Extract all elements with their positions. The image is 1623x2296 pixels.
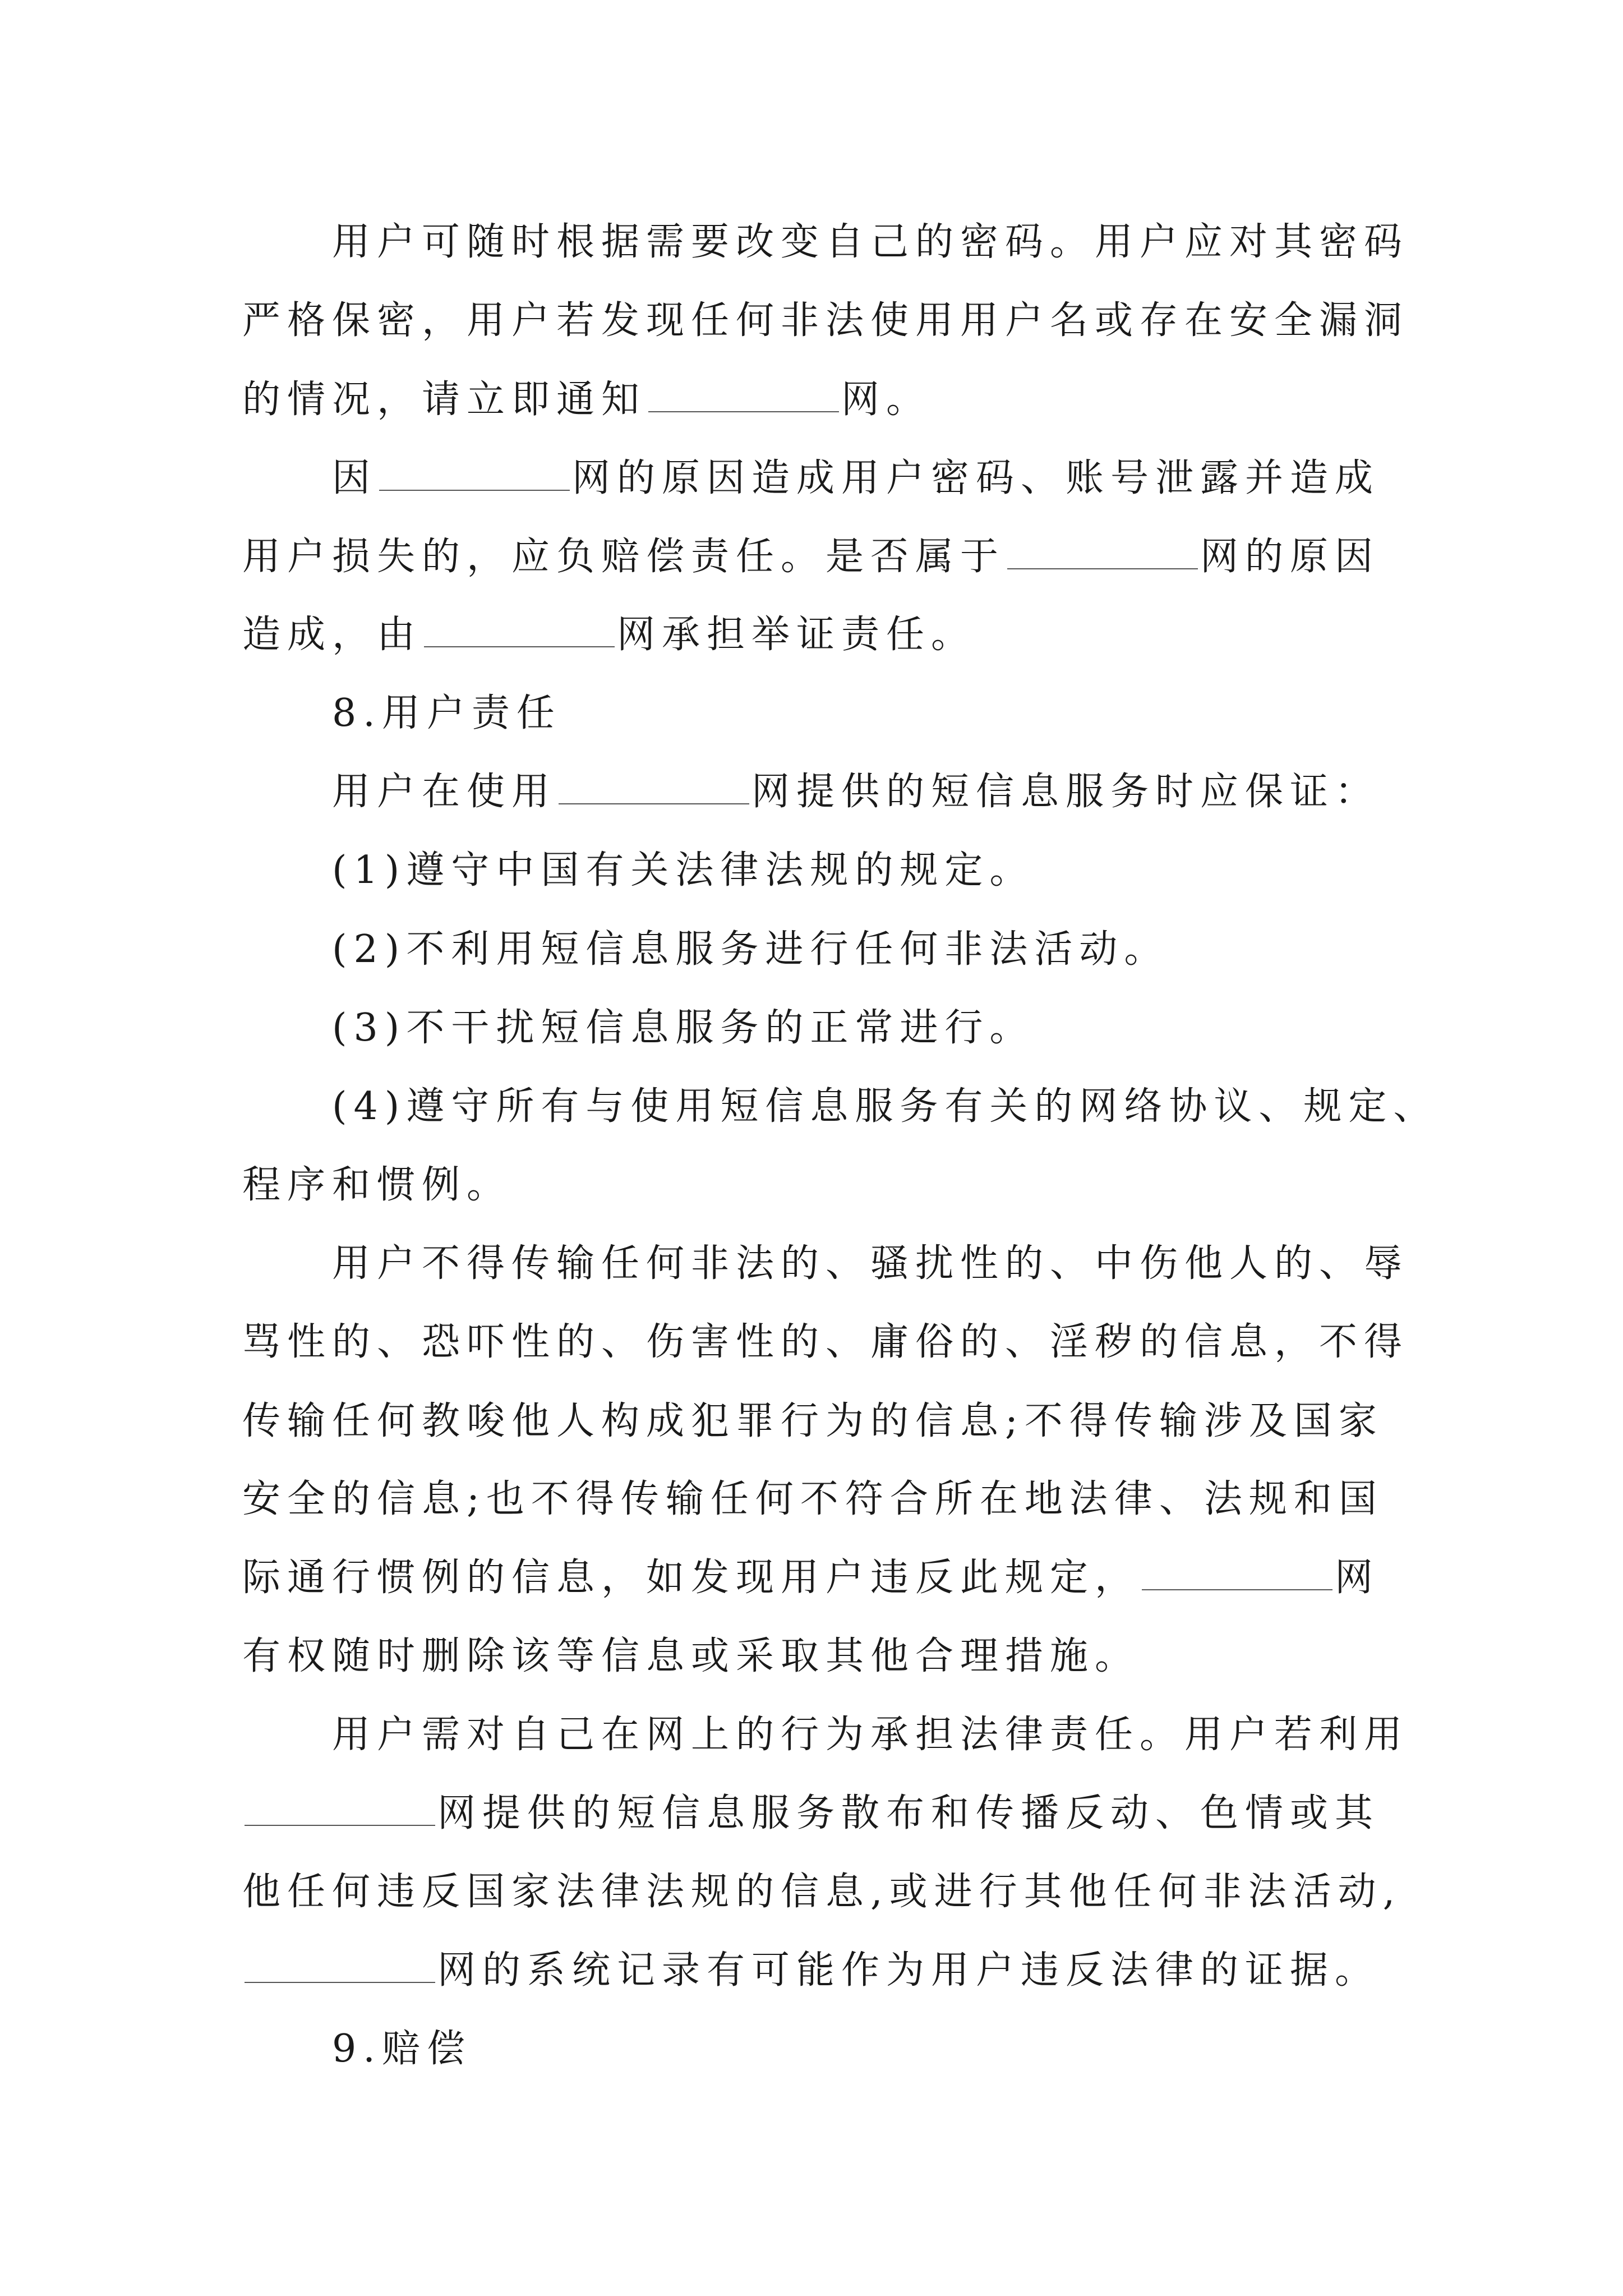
fill-in-blank <box>1007 530 1198 569</box>
text-line <box>242 1864 1455 1920</box>
text-line <box>242 293 1455 349</box>
text-line <box>332 843 1455 899</box>
text-segment: 的情况，请立即通知 <box>242 378 647 422</box>
text-segment: 网提供的短信息服务散布和传播反动、色情或其 <box>437 1791 1380 1835</box>
text-line <box>242 1471 1455 1527</box>
text-segment: 网。 <box>841 378 932 422</box>
text-segment: 有权随时删除该等信息或采取其他合理措施。 <box>242 1634 1140 1678</box>
text-segment: 用户在使用 <box>332 770 557 814</box>
text-segment: (4)遵守所有与使用短信息服务有关的网络协议、规定、 <box>332 1084 1438 1129</box>
text-segment: (3)不干扰短信息服务的正常进行。 <box>332 1006 1035 1050</box>
text-segment: 骂性的、恐吓性的、伤害性的、庸俗的、淫秽的信息，不得 <box>242 1320 1409 1364</box>
text-line <box>242 1393 1455 1450</box>
text-line <box>332 1236 1455 1292</box>
text-line <box>332 1079 1455 1135</box>
text-segment: 网的系统记录有可能作为用户违反法律的证据。 <box>437 1948 1380 1993</box>
text-line <box>242 529 1455 585</box>
text-segment: 传输任何教唆他人构成犯罪行为的信息;不得传输涉及国家 <box>242 1399 1384 1443</box>
text-line <box>242 607 1455 663</box>
text-segment: 用户不得传输任何非法的、骚扰性的、中伤他人的、辱 <box>332 1241 1409 1286</box>
text-segment: 因 <box>332 456 377 500</box>
text-segment: 用户可随时根据需要改变自己的密码。用户应对其密码 <box>332 220 1409 264</box>
text-segment: 安全的信息;也不得传输任何不符合所在地法律、法规和国 <box>242 1477 1384 1521</box>
text-segment: 严格保密，用户若发现任何非法使用用户名或存在安全漏洞 <box>242 298 1409 343</box>
text-line <box>242 1786 1455 1842</box>
text-segment: 程序和惯例。 <box>242 1163 512 1207</box>
text-line <box>332 1000 1455 1056</box>
text-segment: (2)不利用短信息服务进行任何非法活动。 <box>332 927 1169 972</box>
fill-in-blank <box>648 373 839 412</box>
fill-in-blank <box>559 765 749 804</box>
text-segment: (1)遵守中国有关法律法规的规定。 <box>332 848 1035 892</box>
text-segment: 网提供的短信息服务时应保证： <box>751 770 1380 814</box>
text-line <box>332 2021 1455 2077</box>
text-segment: 他任何违反国家法律法规的信息,或进行其他任何非法活动, <box>242 1870 1402 1914</box>
text-segment: 9.赔偿 <box>332 2027 472 2071</box>
text-line <box>332 214 1455 270</box>
fill-in-blank <box>1142 1551 1332 1590</box>
text-line <box>332 922 1455 978</box>
fill-in-blank <box>245 1944 435 1983</box>
text-segment: 网的原因造成用户密码、账号泄露并造成 <box>572 456 1380 500</box>
text-segment: 8.用户责任 <box>332 691 561 735</box>
fill-in-blank <box>379 452 570 491</box>
text-line <box>242 1628 1455 1685</box>
text-line <box>242 1157 1455 1213</box>
text-segment: 网 <box>1335 1556 1380 1600</box>
text-line <box>242 1550 1455 1606</box>
text-line <box>332 450 1455 507</box>
text-segment: 网的原因 <box>1200 535 1380 579</box>
text-segment: 用户损失的，应负赔偿责任。是否属于 <box>242 535 1006 579</box>
text-line <box>332 685 1455 742</box>
text-line <box>242 1314 1455 1370</box>
text-line <box>242 372 1455 428</box>
text-line <box>332 1707 1455 1763</box>
fill-in-blank <box>245 1787 435 1826</box>
text-segment: 网承担举证责任。 <box>617 613 976 657</box>
text-segment: 际通行惯例的信息，如发现用户违反此规定， <box>242 1556 1140 1600</box>
text-line <box>332 764 1455 820</box>
fill-in-blank <box>424 608 615 647</box>
text-segment: 造成，由 <box>242 613 422 657</box>
text-line <box>242 1943 1455 1999</box>
text-segment: 用户需对自己在网上的行为承担法律责任。用户若利用 <box>332 1713 1409 1757</box>
